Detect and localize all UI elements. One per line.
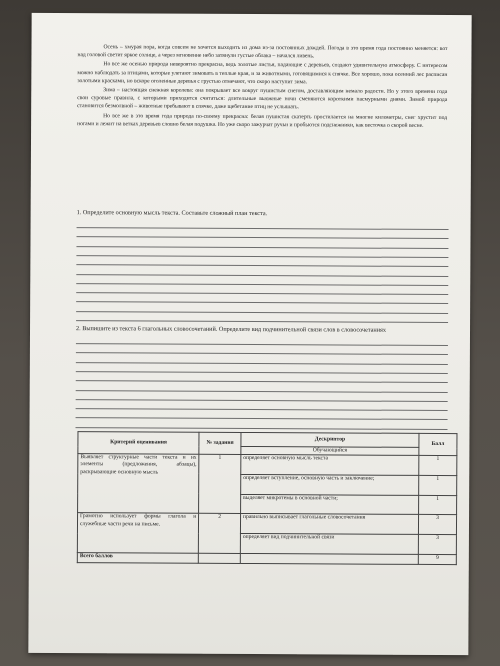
text-paragraph-4: Но все же в это время года природа по-своему прекрасна: белая пушистая скатерть простилается на многие километры, снег хрустит под ногами и лежит на ветках деревьев словно белая подушка. Но уже скоро зажурчат ручьи и пробьются подснежники, как весточка о скорой весне. [77,112,448,129]
header-criterion: Критерий оценивания [78,432,199,455]
header-task-number: № задания [199,432,241,454]
criterion-cell: Выявляет структурные части текста и их элементы (предложения, абзацы), раскрывающие основную мысль [78,454,200,514]
score-cell: 1 [419,495,457,515]
total-empty-cell [199,553,241,563]
score-cell: 3 [418,535,456,555]
worksheet-page [28,13,471,655]
text-paragraph-3: Зима – настоящая снежная королева: она покрывает все вокруг пушистым снегом, доставляющим немало радости. Но у этого времени года свои суровые правила, с которыми приходится считаться: длительные вьюжные ночи сменяются короткими пасмурными днями. Зимой природа становится безмолвной – животные пребывают в спячке, даже щебетание птиц не услышать. [77,87,448,111]
answer-line [76,312,448,323]
table-row [77,513,456,535]
total-row [77,553,456,565]
table-row [78,454,457,476]
score-cell: 1 [419,456,457,476]
task-1 [76,209,449,323]
descriptor-cell: определяет вид подчинительной связи [240,534,418,555]
total-score: 9 [418,554,456,564]
task-2-title: 2. Выпишите из текста 6 глагольных словосочетаний. Определите вид подчинительной связи слов в словосочетаниях [76,325,386,334]
descriptor-cell: выделяет микротемы в основной части; [241,494,419,515]
task-number-cell: 2 [199,514,241,554]
task-1-title: 1. Определите основную мысль текста. Составьте сложный план текста. [76,209,268,218]
header-score: Балл [419,433,457,455]
task-2 [76,325,449,430]
reading-text [77,43,447,131]
task-2-answer-lines [76,335,448,430]
text-paragraph-2: Но все же осенью природа невероятно прекрасна, ведь золотые листья, падающие с деревьев, создают удивительную атмосферу. С интересом можно наблюдать за птицами, которые улетают зимовать в теплые края, и за животными, готовящимися к спячке. Все хорошо, пока осенний лес расписан золотыми красками, но вскоре оголенные деревья с грустью отмечают, что скоро наступит зима. [77,61,448,86]
text-paragraph-1: Осень – хмурая пора, когда совсем не хочется выходить из дома из-за постоянных дождей. Погода в это время года постоянно меняется: вот над головой светит яркое солнце, а через мгновение небо затянули густые облака – начался ливень. [77,44,448,60]
assessment-rubric [77,431,458,565]
header-descriptor-sub: Обучающийся [241,446,419,455]
total-empty-cell [240,553,418,564]
descriptor-cell: определяет основную мысль текста [241,455,419,476]
score-cell: 1 [419,475,457,495]
score-cell: 3 [419,515,457,535]
task-number-cell: 1 [199,454,241,513]
descriptor-cell: определяет вступление, основную часть и заключение; [241,474,419,495]
criterion-cell: Грамотно использует формы глагола и служебные части речи на письме. [77,513,198,553]
descriptor-cell: правильно выписывает глагольные словосочетания [240,514,418,535]
header-descriptor: Дескриптор [241,432,419,447]
task-1-answer-lines [76,219,449,323]
answer-line [76,419,448,430]
total-label: Всего баллов [77,553,198,564]
